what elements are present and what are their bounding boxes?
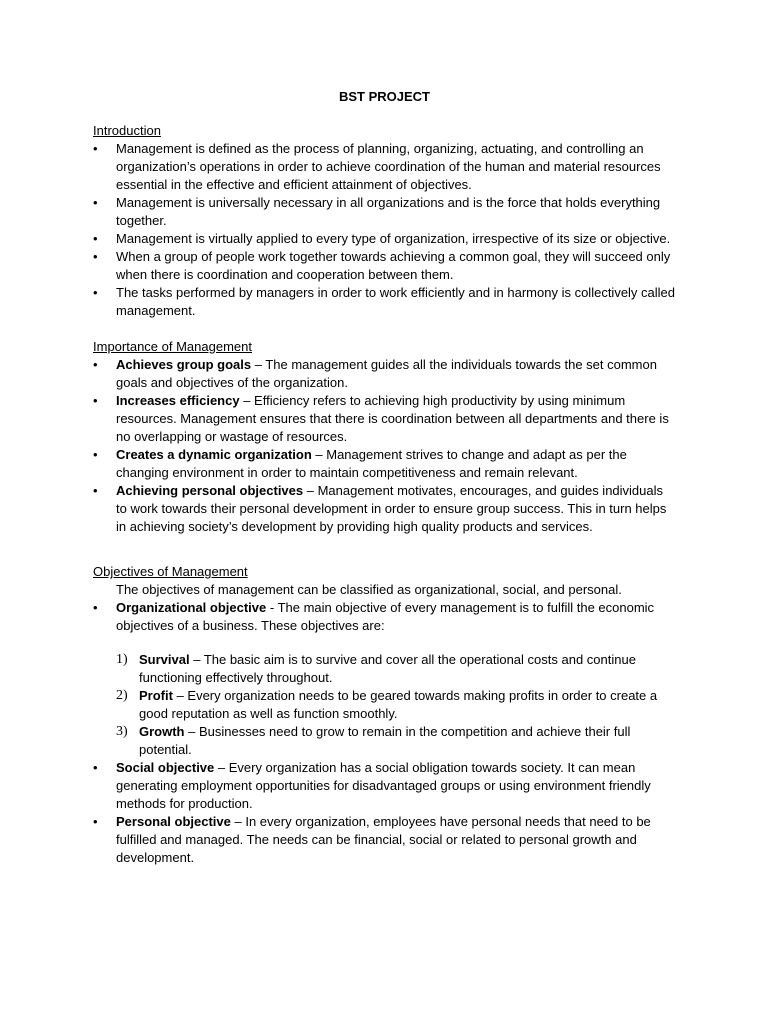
spacer (93, 536, 676, 563)
bullet-icon (93, 356, 116, 374)
list-item: • Increases efficiency – Efficiency refers to achieving high productivity by using minimum resources. Management ensures that there is coordination between all departments and there is no overlapping or wastage of resources. (93, 392, 676, 446)
term-label: Growth (139, 724, 185, 739)
term-label: Achieves group goals (116, 357, 252, 372)
economic-objectives-list (93, 651, 676, 759)
bullet-icon (93, 759, 116, 777)
term-label: Increases efficiency (116, 393, 240, 408)
list-number: 3) (116, 724, 128, 739)
bullet-icon (93, 248, 116, 266)
introduction-list (93, 140, 676, 320)
spacer (93, 635, 676, 651)
bullet-icon (93, 599, 116, 617)
term-label: Personal objective (116, 814, 231, 829)
list-item: • Organizational objective - The main objective of every management is to fulfill the economic objectives of a business. These objectives are: (93, 599, 676, 635)
objectives-heading: Objectives of Management (93, 564, 248, 579)
list-item: • Management is defined as the process of planning, organizing, actuating, and controlling an organization’s operations in order to achieve coordination of the human and material resources essential in the effective and efficient attainment of objectives. (93, 140, 676, 194)
term-label: Creates a dynamic organization (116, 447, 312, 462)
objectives-list-continued (93, 759, 676, 867)
list-item: • Creates a dynamic organization – Management strives to change and adapt as per the changing environment in order to maintain competitiveness and remain relevant. (93, 446, 676, 482)
list-item: 3) Growth – Businesses need to grow to remain in the competition and achieve their full potential. (116, 724, 631, 757)
term-label: Profit (139, 688, 173, 703)
bullet-icon (93, 392, 116, 410)
bullet-icon (93, 230, 116, 248)
list-item: • Management is virtually applied to every type of organization, irrespective of its size or objective. (93, 230, 676, 248)
list-item: • Management is universally necessary in all organizations and is the force that holds everything together. (93, 194, 676, 230)
bullet-icon (93, 482, 116, 500)
term-label: Social objective (116, 760, 215, 775)
term-label: Survival (139, 652, 190, 667)
list-item: • Achieving personal objectives – Management motivates, encourages, and guides individuals to work towards their personal development in order to ensure group success. This in turn helps in achieving society’s development by providing high quality products and services. (93, 482, 676, 536)
list-number: 1) (116, 652, 128, 667)
spacer (93, 320, 676, 338)
term-label: Organizational objective (116, 600, 267, 615)
list-number: 2) (116, 688, 128, 703)
term-label: Achieving personal objectives (116, 483, 304, 498)
bullet-icon (93, 284, 116, 302)
bullet-icon (93, 813, 116, 831)
objectives-list (93, 599, 676, 635)
list-item: 2) Profit – Every organization needs to be geared towards making profits in order to create a good reputation as well as function smoothly. (116, 688, 658, 721)
list-item: • Social objective – Every organization has a social obligation towards society. It can mean generating employment opportunities for disadvantaged groups or using environment friendly methods for production. (93, 759, 676, 813)
list-item: • The tasks performed by managers in order to work efficiently and in harmony is collectively called management. (93, 284, 676, 320)
document-title: BST PROJECT (338, 89, 430, 104)
introduction-heading: Introduction (93, 123, 161, 138)
list-item: • Achieves group goals – The management guides all the individuals towards the set common goals and objectives of the organization. (93, 356, 676, 392)
bullet-icon (93, 140, 116, 158)
list-item: • Personal objective – In every organization, employees have personal needs that need to be fulfilled and managed. The needs can be financial, social or related to personal growth and development. (93, 813, 676, 867)
importance-list (93, 356, 676, 536)
importance-heading: Importance of Management (93, 339, 252, 354)
list-item: 1) Survival – The basic aim is to survive and cover all the operational costs and continue functioning effectively throughout. (116, 652, 636, 685)
objectives-intro: The objectives of management can be classified as organizational, social, and personal. (116, 582, 622, 597)
list-item: • When a group of people work together towards achieving a common goal, they will succeed only when there is coordination and cooperation between them. (93, 248, 676, 284)
bullet-icon (93, 194, 116, 212)
bullet-icon (93, 446, 116, 464)
